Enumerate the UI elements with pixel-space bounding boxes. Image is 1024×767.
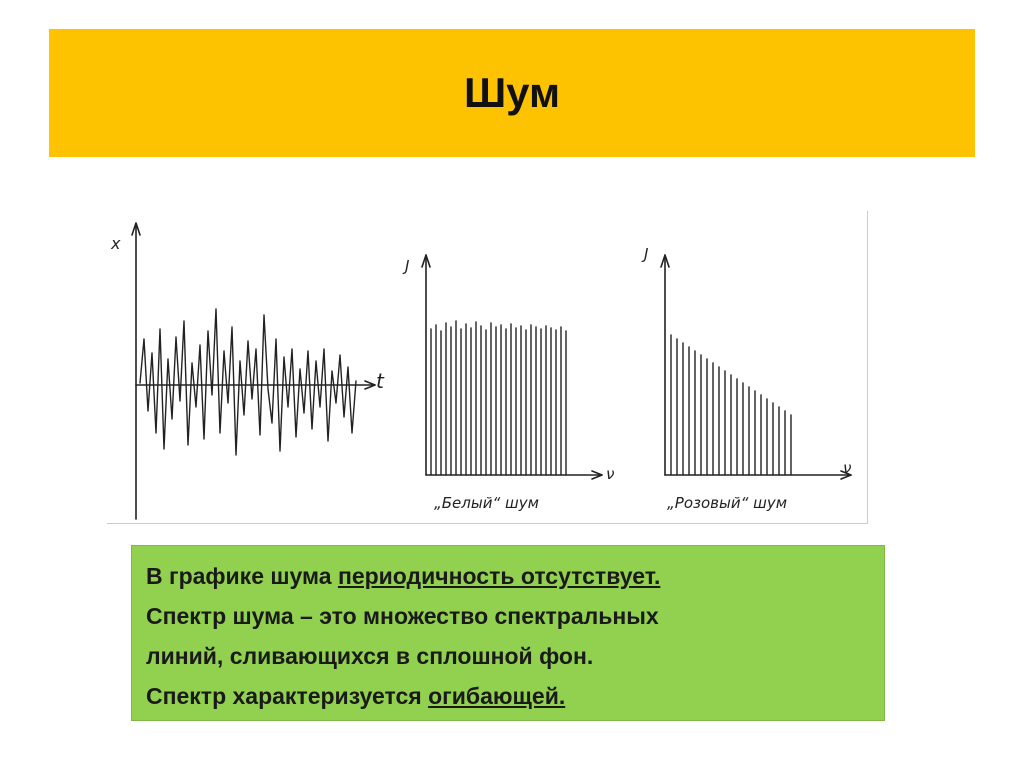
explanation-box [131,545,885,721]
note-line-3: линий, сливающихся в сплошной фон. [146,643,594,669]
pink-y-label: J [644,245,649,263]
note-line-4 [146,676,870,716]
time-plot-y-label: x [111,234,121,253]
note-line-4-prefix: Спектр характеризуется [146,683,429,709]
white-caption: „Белый“ шум [434,494,539,512]
white-y-label: J [405,257,410,275]
pink-spectrum-lines [671,335,791,475]
white-x-label: ν [606,465,615,483]
title-bar [49,29,975,157]
slide-title: Шум [463,69,561,116]
note-line-4-emphasis: огибающей. [428,683,566,709]
note-line-2: Спектр шума – это множество спектральных [146,603,659,629]
white-spectrum-lines [431,321,566,475]
noise-illustration [107,211,868,524]
pink-x-label: ν [843,459,852,477]
noise-waveform [140,309,356,455]
note-line-1-emphasis: периодичность отсутствует. [337,563,661,589]
note-line-1 [146,556,870,596]
noise-drawing [107,211,867,523]
pink-caption: „Розовый“ шум [667,494,788,512]
note-line-1-prefix: В графике шума [146,563,338,589]
time-plot-x-label: t [376,369,384,393]
